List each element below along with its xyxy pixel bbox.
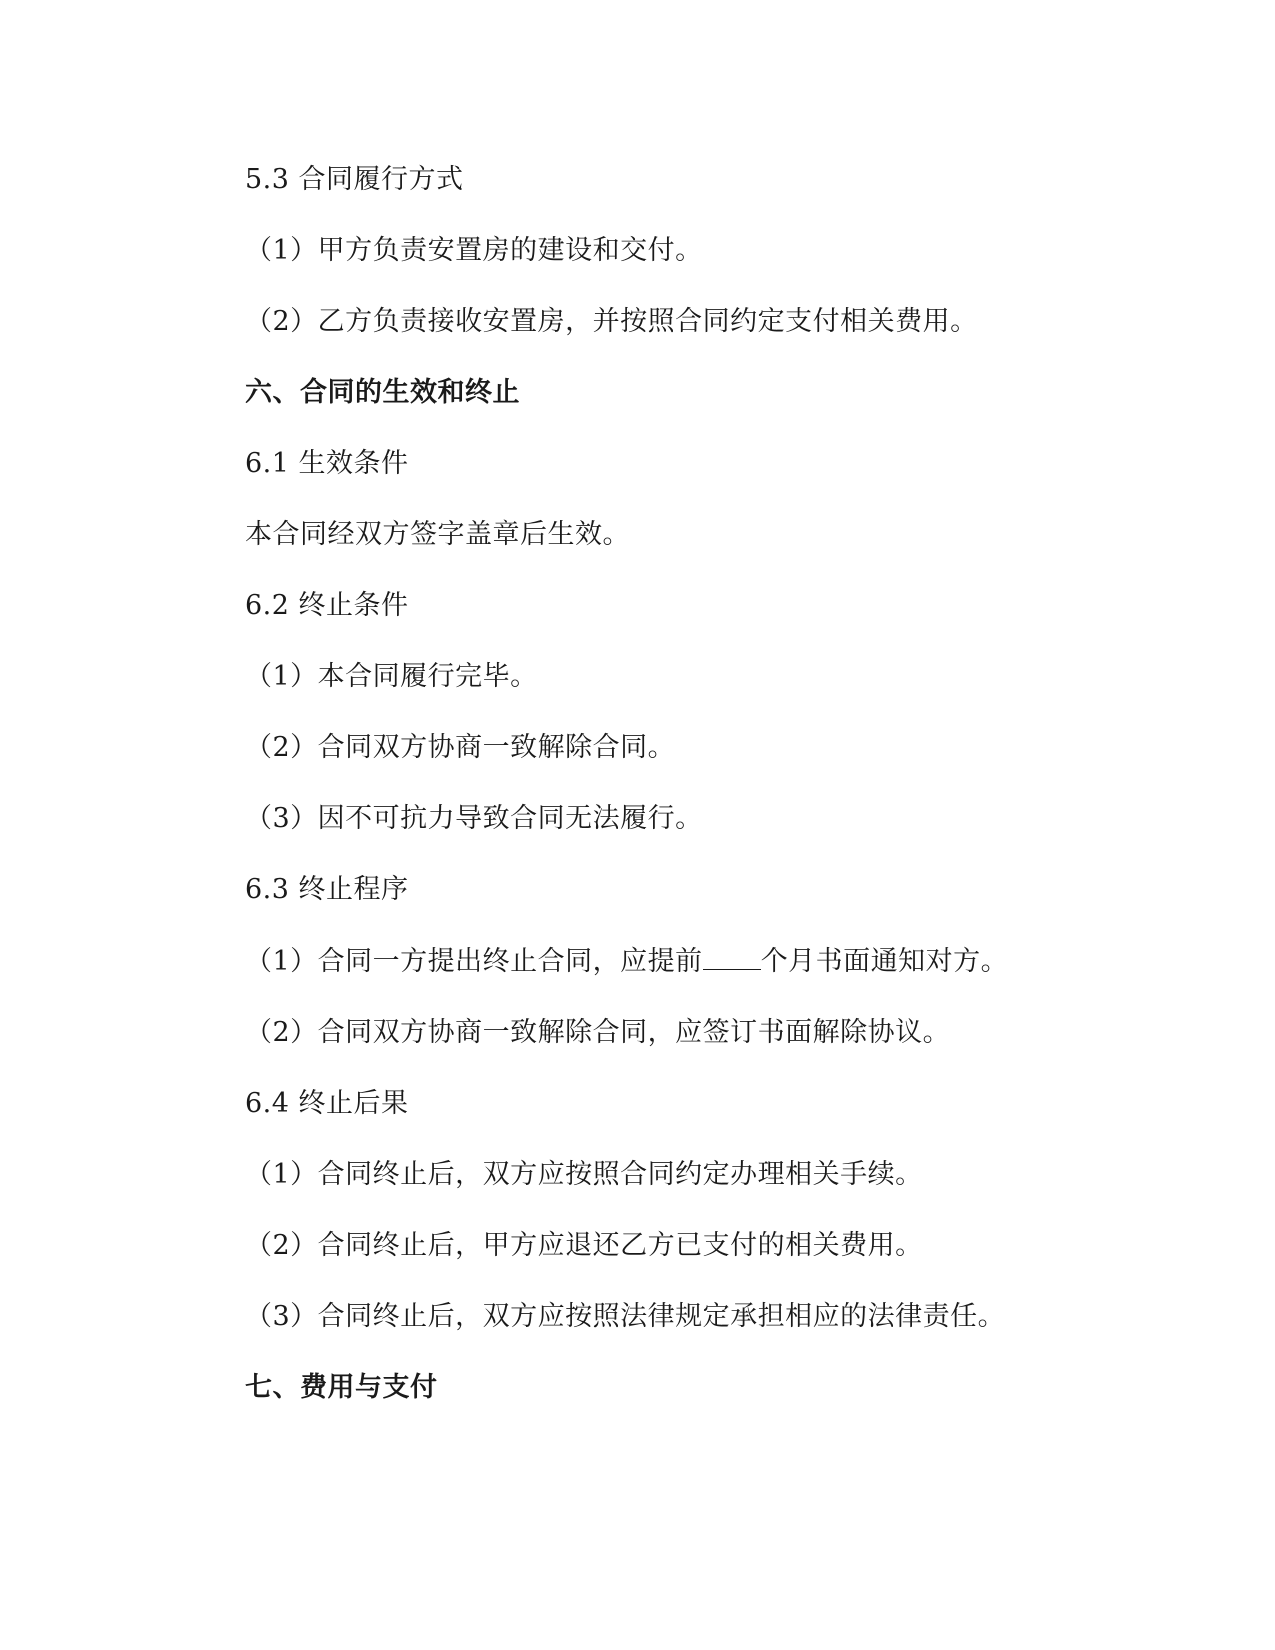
clause-item: （3）因不可抗力导致合同无法履行。 [245,803,703,834]
section-heading-6: 六、合同的生效和终止 [245,377,520,408]
clause-item-with-blank [245,945,1008,979]
clause-item: （2）乙方负责接收安置房，并按照合同约定支付相关费用。 [245,306,978,337]
fill-in-blank [703,947,761,970]
clause-item: （1）甲方负责安置房的建设和交付。 [245,235,703,266]
clause-item: （2）合同双方协商一致解除合同，应签订书面解除协议。 [245,1017,951,1048]
subsection-title-6-3: 6.3 终止程序 [245,874,409,905]
clause-item: （3）合同终止后，双方应按照法律规定承担相应的法律责任。 [245,1301,1006,1332]
subsection-title-6-2: 6.2 终止条件 [245,590,409,621]
clause-item: （1）合同终止后，双方应按照合同约定办理相关手续。 [245,1159,923,1190]
clause-text-before-blank: （1）合同一方提出终止合同，应提前 [245,946,703,977]
clause-item: （2）合同终止后，甲方应退还乙方已支付的相关费用。 [245,1230,923,1261]
clause-item: （2）合同双方协商一致解除合同。 [245,732,676,763]
subsection-title-6-4: 6.4 终止后果 [245,1088,409,1119]
clause-text-after-blank: 个月书面通知对方。 [760,946,1009,977]
subsection-title-6-1: 6.1 生效条件 [245,448,409,479]
subsection-title-5-3: 5.3 合同履行方式 [245,164,464,195]
section-heading-7: 七、费用与支付 [245,1372,438,1403]
clause-item: （1）本合同履行完毕。 [245,661,538,692]
paragraph: 本合同经双方签字盖章后生效。 [245,519,630,550]
